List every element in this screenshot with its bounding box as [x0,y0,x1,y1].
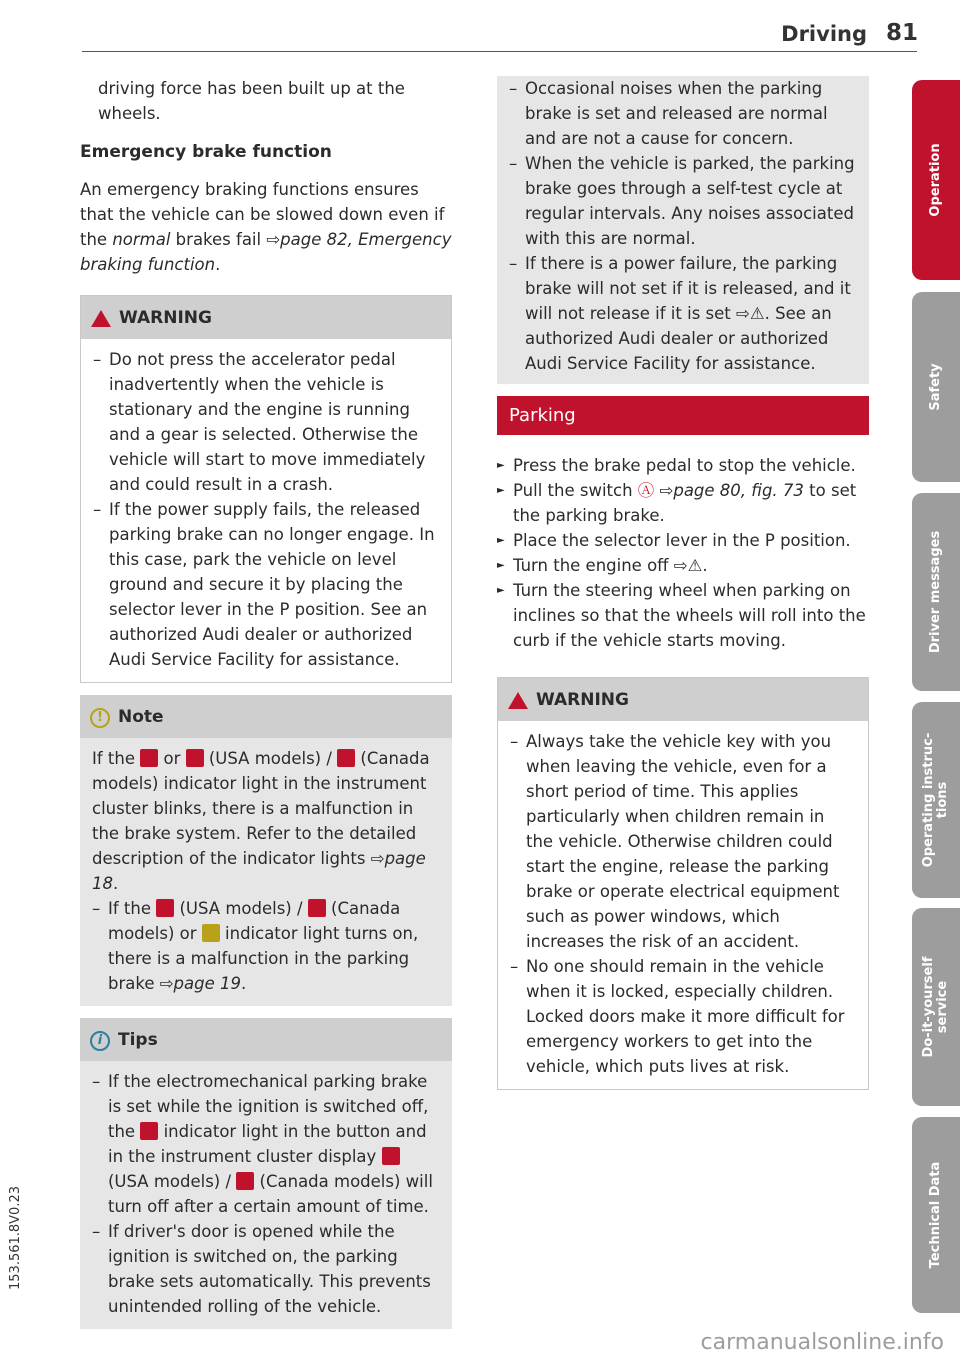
warning-link[interactable]: ⇨⚠ [736,304,765,323]
warning-item: – If the power supply fails, the released parking brake can no longer engage. In this case, park the vehicle on level ground and secure it by placing the selector lever in the P position. See an authorized Audi dealer or authorized Audi Service Facility for assistance. [93,497,439,672]
info-item-text: . See an authorized Audi dealer or authorized Audi Service Facility for assistance. [525,304,832,373]
side-tab-driver-messages[interactable]: Driver messages [912,493,960,691]
parking-section-heading: Parking [497,396,869,435]
brake-indicator-icon [140,749,158,767]
emergency-text-2: brakes fail [170,230,267,249]
info-item: – When the vehicle is parked, the parking brake goes through a self-test cycle at regular intervals. Any noises associated with this are normal. [509,151,857,251]
side-tab-diy-service[interactable]: Do-it-yourself service [912,908,960,1106]
tips-text: (USA models) / [108,1172,237,1191]
parking-brake-indicator-icon [140,1122,158,1140]
park-malfunction-indicator-icon [202,924,220,942]
page-header-title: Driving [781,22,867,46]
page-80-link[interactable]: ⇨page 80, fig. 73 [654,481,804,500]
step-text: to set the parking brake. [513,481,857,525]
side-tab-technical-data[interactable]: Technical Data [912,1117,960,1313]
info-item-text: If there is a power failure, the parking brake will not set if it is released, and it will not release if it is set [525,254,851,323]
emergency-normal: normal [112,230,171,249]
warning-box-left [80,295,452,683]
park-usa-indicator-icon [382,1147,400,1165]
note-item-text: If the [108,899,157,918]
warning-item: – Always take the vehicle key with you when leaving the vehicle, even for a short period of time. This applies particularly when children remain in the vehicle. Otherwise children could start the engine, release the parking brake or operate electrical equipment such as power windows, which increases the risk of an accident. [510,729,856,954]
tips-item: – If driver's door is opened while the ignition is switched on, the parking brake sets automatically. This prevents unintended rolling of the vehicle. [92,1219,440,1319]
emergency-text: An emergency braking functions ensures that the vehicle can be slowed down even if the [80,180,445,249]
step-text: Turn the engine off [513,556,674,575]
warning-item: – No one should remain in the vehicle when it is locked, especially children. Locked doors make it more difficult for emergency workers to get into the vehicle, which puts lives at risk. [510,954,856,1079]
tips-item [92,1069,440,1219]
note-text: If the [92,749,141,768]
warning-title: WARNING [536,690,629,710]
info-icon: i [90,1031,110,1051]
page-number: 81 [885,20,918,46]
emergency-page-ref[interactable]: ⇨page 82, Emergency braking function [80,230,452,274]
parking-step: ► Place the selector lever in the P position. [497,528,869,553]
info-item [509,251,857,376]
page-18-link[interactable]: ⇨page 18 [92,849,426,893]
info-item: – Occasional noises when the parking brake is set and released are normal and are not a cause for concern. [509,76,857,151]
side-tab-safety[interactable]: Safety [912,292,960,482]
tips-box [80,1018,452,1329]
park-canada-indicator-icon [236,1172,254,1190]
side-tab-operating-instructions[interactable]: Operating instruc- tions [912,702,960,898]
brake-usa-indicator-icon [186,749,204,767]
switch-a-marker: Ⓐ [637,481,655,500]
warning-item: – Do not press the accelerator pedal inadvertently when the vehicle is stationary and the engine is running and a gear is selected. Otherwise the vehicle will start to move immediately and could result in a crash. [93,347,439,497]
header-rule [82,51,917,52]
parking-steps [497,453,869,653]
park-usa-indicator-icon [156,899,174,917]
continued-info-box [497,76,869,384]
parking-step: ► Press the brake pedal to stop the vehicle. [497,453,869,478]
page-19-link[interactable]: ⇨page 19 [159,974,242,993]
note-item-text: indicator light turns on, there is a malfunction in the parking brake [108,924,419,993]
note-header [80,695,452,738]
emergency-paragraph [80,177,452,277]
note-title: Note [118,707,164,727]
watermark: carmanualsonline.info [700,1330,944,1355]
note-text: . [113,874,119,893]
parking-step: ► Turn the steering wheel when parking on inclines so that the wheels will roll into the curb if the vehicle starts moving. [497,578,869,653]
right-column [497,76,869,1090]
warning-header [498,678,868,721]
parking-step [497,478,869,528]
warning-icon [91,310,111,327]
document-code: 153.561.8V0.23 [8,1186,23,1290]
note-text: (Canada models) indicator light in the instrument cluster blinks, there is a malfunction in the brake system. Refer to the detailed description of the indicator lights [92,749,430,868]
brake-canada-indicator-icon [337,749,355,767]
side-tab-operation[interactable]: Operation [912,80,960,280]
tips-text: indicator light in the button and in the instrument cluster display [108,1122,427,1166]
step-text: . [702,556,708,575]
warning-box-right [497,677,869,1090]
tips-text: (Canada models) will turn off after a certain amount of time. [108,1172,433,1216]
note-icon: ! [90,708,110,728]
tips-title: Tips [118,1030,158,1050]
step-text: Pull the switch [513,481,638,500]
note-box [80,695,452,1006]
note-text: (USA models) / [203,749,338,768]
intro-text: driving force has been built up at the wheels. [98,79,405,123]
left-column [80,76,452,1329]
tips-header [80,1018,452,1061]
emergency-heading: Emergency brake function [80,142,332,162]
note-text: or [158,749,186,768]
park-canada-indicator-icon [308,899,326,917]
parking-step [497,553,869,578]
tips-text: If the electromechanical parking brake is set while the ignition is switched off, the [108,1072,429,1141]
warning-header [81,296,451,339]
note-item-text: (USA models) / [174,899,308,918]
note-item [92,896,440,996]
emergency-text-3: . [215,255,221,274]
note-item-text: (Canada models) or [108,899,401,943]
warning-link[interactable]: ⇨⚠ [673,556,703,575]
warning-title: WARNING [119,308,212,328]
note-paragraph [92,746,440,896]
note-item-text: . [241,974,247,993]
warning-icon [508,692,528,709]
